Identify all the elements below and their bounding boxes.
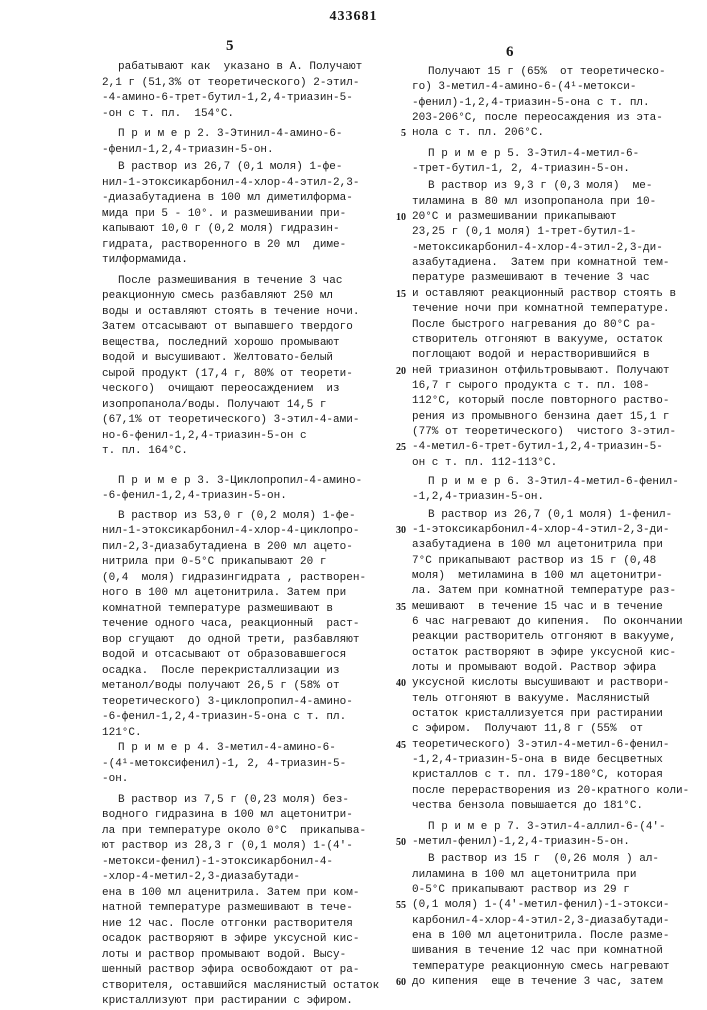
text-line [412,425,696,440]
text-line [102,917,382,933]
text-line [412,975,696,990]
text-line [102,91,382,107]
text-line [102,398,382,414]
line-text: Получают 15 г (65% от теоретическо- [428,66,666,78]
text-line [102,886,382,902]
right-text-column [412,65,696,990]
line-text: В раствор из 7,5 г (0,23 моля) без- [118,794,349,806]
line-text: теоретического) 3-циклопропил-4-амино- [102,696,353,708]
text-line [102,320,382,336]
text-line [412,676,696,691]
line-text: П р и м е р 6. 3-Этил-4-метил-6-фенил- [428,476,679,488]
text-line [102,994,382,1010]
line-text: лоты и раствор промывают водой. Высу- [102,949,346,961]
line-text: метанол/воды получают 26,5 г (58% от [102,680,340,692]
line-text: П р и м е р 4. 3-метил-4-амино-6- [118,742,336,754]
line-text: -фенил-1,2,4-триазин-5-он. [102,144,274,156]
text-line [102,948,382,964]
line-text: 20°С и размешивании прикапывают [412,211,617,223]
line-text: течение одного часа, реакционный раст- [102,618,359,630]
line-text: ют раствор из 28,3 г (0,1 моля) 1-(4'- [102,840,353,852]
text-line [412,410,696,425]
line-text: осадок растворяют в эфире уксусной кис- [102,933,359,945]
line-text: ена в 100 мл ацетонитрила. После разме- [412,930,669,942]
text-line [412,147,696,162]
line-text: В раствор из 26,7 (0,1 моля) 1-фенил- [428,509,672,521]
paragraph [102,793,382,1010]
line-text: капывают 10,0 г (0,2 моля) гидразин- [102,223,340,235]
text-line [102,679,382,695]
line-text: натной температуре размешивают в тече- [102,902,353,914]
line-text: азабутадиена в 100 мл ацетонитрила при [412,539,663,551]
line-text: кристаллизуют при растирании с эфиром. [102,995,353,1007]
text-line [102,870,382,886]
line-text: т. пл. 164°С. [102,445,188,457]
text-line [412,692,696,707]
line-text: он с т. пл. 112-113°С. [412,457,557,469]
line-text: поглощают водой и нерастворившийся в [412,349,650,361]
line-text: тель отгоняют в вакууме. Маслянистый [412,693,650,705]
text-line [412,287,696,302]
document-number: 433681 [0,9,707,25]
line-text: теоретического) 3-этил-4-метил-6-фенил- [412,739,669,751]
margin-line-number: 5 [388,126,406,141]
text-line [102,979,382,995]
line-text: ена в 100 мл аценитрила. Затем при ком- [102,887,359,899]
line-text: азабутадиена. Затем при комнатной тем- [412,257,669,269]
text-line [412,241,696,256]
margin-line-number: 30 [388,523,406,538]
text-line [412,898,696,913]
line-text: моля) метиламина в 100 мл ацетонитри- [412,570,663,582]
line-text: сырой продукт (17,4 г, 80% от теорети- [102,368,353,380]
text-line [102,571,382,587]
line-text: ного в 100 мл ацетонитрила. Затем при [102,587,346,599]
line-text: чества бензола повышается до 181°С. [412,800,643,812]
text-line [102,60,382,76]
text-line [102,160,382,176]
text-line [102,695,382,711]
text-line [102,633,382,649]
line-text: ней триазинон отфильтровывают. Получают [412,365,669,377]
text-line [102,489,382,505]
line-text: -диазабутадиена в 100 мл диметилформа- [102,192,353,204]
line-text: ческого) очищают переосаждением из [102,383,340,395]
line-text: комнатной температуре размешивают в [102,603,333,615]
text-line [102,222,382,238]
line-text: Затем отсасывают от выпавшего твердого [102,321,353,333]
paragraph [102,741,382,788]
text-line [412,768,696,783]
line-text: 203-206°С, после переосаждения из эта- [412,112,663,124]
text-line [412,630,696,645]
text-line [412,490,696,505]
text-line [412,584,696,599]
text-line [102,648,382,664]
text-line [412,379,696,394]
text-line [412,960,696,975]
line-text: -6-фенил-1,2,4-триазин-5-она с т. пл. [102,711,346,723]
text-line [102,824,382,840]
line-text: но-6-фенил-1,2,4-триазин-5-он с [102,430,307,442]
line-text: рения из промывного бензина дает 15,1 г [412,411,669,423]
text-line [102,289,382,305]
text-line [412,225,696,240]
text-line [412,195,696,210]
text-line [102,741,382,757]
line-text: нил-1-этоксикарбонил-4-хлор-4-этил-2,3- [102,177,359,189]
text-line [102,207,382,223]
page-number-right: 6 [506,44,514,61]
line-text: -он. [102,773,128,785]
line-text: (77% от теоретического) чистого 3-этил- [412,426,676,438]
text-line [412,799,696,814]
line-text: -1,2,4-триазин-5-она в виде бесцветных [412,754,663,766]
text-line [412,364,696,379]
line-text: 7°С прикапывают раствор из 15 г (0,48 [412,555,656,567]
line-text: 2,1 г (51,3% от теоретического) 2-этил- [102,77,359,89]
paragraph [102,127,382,158]
paragraph [412,65,696,142]
line-text: створителя, оставшийся маслянистый остаток [102,980,379,992]
line-text: пературе размешивают в течение 3 час [412,272,650,284]
line-text: -фенил)-1,2,4-триазин-5-она с т. пл. [412,97,650,109]
text-line [412,508,696,523]
text-line [102,932,382,948]
line-text: после перерастворения из 20-кратного коли- [412,785,689,797]
text-line [412,456,696,471]
text-line [412,615,696,630]
text-line [102,305,382,321]
text-line [102,127,382,143]
text-line [412,753,696,768]
paragraph [102,60,382,122]
text-line [102,540,382,556]
line-text: -он с т. пл. 154°С. [102,108,234,120]
text-line [412,162,696,177]
margin-line-number: 15 [388,287,406,302]
line-text: мида при 5 - 10°. и размешивании при- [102,208,346,220]
line-text: 16,7 г сырого продукта с т. пл. 108- [412,380,650,392]
text-line [412,523,696,538]
line-text: лиламина в 100 мл ацетонитрила при [412,869,636,881]
line-text: до кипения еще в течение 3 час, затем [412,976,663,988]
text-line [102,143,382,159]
line-text: -4-амино-6-трет-бутил-1,2,4-триазин-5- [102,92,353,104]
line-text: П р и м е р 3. 3-Циклопропил-4-амино- [118,475,362,487]
left-text-column [102,60,382,1010]
paragraph [412,475,696,506]
line-text: карбонил-4-хлор-4-этил-2,3-диазабутади- [412,915,669,927]
line-text: -1,2,4-триазин-5-он. [412,491,544,503]
text-line [102,509,382,525]
text-line [102,413,382,429]
line-text: В раствор из 9,3 г (0,3 моля) ме- [428,180,652,192]
text-line [412,210,696,225]
line-text: с эфиром. Получают 11,8 г (55% от [412,723,643,735]
line-text: -6-фенил-1,2,4-триазин-5-он. [102,490,287,502]
paragraph [102,509,382,742]
line-text: -трет-бутил-1, 2, 4-триазин-5-он. [412,163,630,175]
text-line [412,440,696,455]
line-text: (67,1% от теоретического) 3-этил-4-ами- [102,414,359,426]
text-line [102,839,382,855]
line-text: (0,4 моля) гидразингидрата , растворен- [102,572,366,584]
text-line [102,336,382,352]
text-line [102,901,382,917]
line-text: реакции растворитель отгоняют в вакууме, [412,631,676,643]
text-line [412,835,696,850]
text-line [102,176,382,192]
line-text: -метокси-фенил)-1-этоксикарбонил-4- [102,856,333,868]
line-text: уксусной кислоты высушивают и раствори- [412,677,669,689]
text-line [102,191,382,207]
margin-line-number: 45 [388,738,406,753]
text-line [412,707,696,722]
text-line [102,710,382,726]
margin-line-number: 60 [388,975,406,990]
text-line [412,661,696,676]
text-line [102,664,382,680]
text-line [412,96,696,111]
line-text: 23,25 г (0,1 моля) 1-трет-бутил-1- [412,226,636,238]
text-line [412,554,696,569]
text-line [412,179,696,194]
text-line [102,772,382,788]
text-line [102,808,382,824]
text-line [102,429,382,445]
text-line [102,963,382,979]
text-line [102,253,382,269]
text-line [412,538,696,553]
text-line [102,586,382,602]
line-text: (0,1 моля) 1-(4'-метил-фенил)-1-этокси- [412,899,669,911]
text-line [102,367,382,383]
paragraph [102,274,382,460]
text-line [412,126,696,141]
paragraph [412,820,696,851]
margin-line-number: 20 [388,364,406,379]
line-text: нитрила при 0-5°С прикапывают 20 г [102,556,326,568]
line-text: остаток растворяют в эфире уксусной кис- [412,647,676,659]
line-text: вещества, последний хорошо промывают [102,337,340,349]
line-text: шенный раствор эфира освобождают от ра- [102,964,359,976]
text-line [102,274,382,290]
line-text: 121°С. [102,727,142,739]
text-line [102,617,382,633]
line-text: мешивают в течение 15 час и в течение [412,601,663,613]
text-line [412,569,696,584]
text-line [102,855,382,871]
text-line [412,475,696,490]
margin-line-number: 10 [388,210,406,225]
margin-line-number: 25 [388,440,406,455]
text-line [412,883,696,898]
text-line [102,474,382,490]
text-line [412,318,696,333]
line-text: -хлор-4-метил-2,3-диазабутади- [102,871,300,883]
line-text: кристаллов с т. пл. 179-180°С, которая [412,769,663,781]
text-line [412,333,696,348]
text-line [412,646,696,661]
text-line [102,793,382,809]
line-text: П р и м е р 2. 3-Этинил-4-амино-6- [118,128,342,140]
margin-line-number: 40 [388,676,406,691]
text-line [412,722,696,737]
text-line [412,65,696,80]
line-text: вор сгущают до одной трети, разбавляют [102,634,359,646]
line-text: ла при температуре около 0°С прикапыва- [102,825,366,837]
line-text: В раствор из 15 г (0,26 моля ) ал- [428,853,659,865]
line-text: рабатывают как указано в А. Получают [118,61,362,73]
text-line [102,555,382,571]
text-line [412,868,696,883]
paragraph [102,474,382,505]
paragraph [412,179,696,471]
line-text: пил-2,3-диазабутадиена в 200 мл ацето- [102,541,353,553]
line-text: изопропанола/воды. Получают 14,5 г [102,399,326,411]
line-text: После размешивания в течение 3 час [118,275,342,287]
text-line [412,738,696,753]
text-line [102,382,382,398]
line-text: воды и оставляют стоять в течение ночи. [102,306,359,318]
line-text: остаток кристаллизуется при растирании [412,708,663,720]
paragraph [412,852,696,990]
text-line [102,524,382,540]
line-text: тилформамида. [102,254,188,266]
text-line [102,76,382,92]
text-line [412,394,696,409]
line-text: температуре реакционную смесь нагревают [412,961,669,973]
page-number-left: 5 [226,38,234,55]
line-text: водного гидразина в 100 мл ацетонитри- [102,809,353,821]
line-text: водой и высушивают. Желтовато-белый [102,352,333,364]
line-text: лоты и промывают водой. Раствор эфира [412,662,656,674]
line-text: нола с т. пл. 206°С. [412,127,544,139]
line-text: нил-1-этоксикарбонил-4-хлор-4-циклопро- [102,525,359,537]
text-line [412,600,696,615]
line-text: течение ночи при комнатной температуре. [412,303,669,315]
line-text: шивания в течение 12 час при комнатной [412,945,663,957]
line-text: створитель отгоняют в вакууме, остаток [412,334,663,346]
text-line [412,914,696,929]
line-text: -(4¹-метоксифенил)-1, 2, 4-триазин-5- [102,758,346,770]
text-line [412,111,696,126]
line-text: 112°С, который после повторного раство- [412,395,669,407]
text-line [412,784,696,799]
line-text: го) 3-метил-4-амино-6-(4¹-метокси- [412,81,636,93]
text-line [412,852,696,867]
text-line [102,444,382,460]
paragraph [102,160,382,269]
line-text: В раствор из 26,7 (0,1 моля) 1-фе- [118,161,342,173]
paragraph [412,508,696,815]
text-line [102,351,382,367]
line-text: П р и м е р 5. 3-Этил-4-метил-6- [428,148,639,160]
text-line [102,757,382,773]
line-text: реакционную смесь разбавляют 250 мл [102,290,333,302]
text-line [102,238,382,254]
line-text: П р и м е р 7. 3-этил-4-аллил-6-(4'- [428,821,666,833]
text-line [102,726,382,742]
margin-line-number: 55 [388,898,406,913]
line-text: гидрата, растворенного в 20 мл диме- [102,239,346,251]
line-text: -метоксикарбонил-4-хлор-4-этил-2,3-ди- [412,242,663,254]
text-line [102,602,382,618]
text-line [412,271,696,286]
line-text: ла. Затем при комнатной температуре раз- [412,585,676,597]
text-line [412,820,696,835]
line-text: ние 12 час. После отгонки растворителя [102,918,353,930]
margin-line-number: 35 [388,600,406,615]
line-text: и оставляют реакционный раствор стоять в [412,288,676,300]
margin-line-number: 50 [388,835,406,850]
text-line [412,80,696,95]
line-text: 0-5°С прикапывают раствор из 29 г [412,884,630,896]
text-line [412,302,696,317]
line-text: -1-этоксикарбонил-4-хлор-4-этил-2,3-ди- [412,524,669,536]
line-text: -4-метил-6-трет-бутил-1,2,4-триазин-5- [412,441,663,453]
text-line [102,107,382,123]
line-text: 6 час нагревают до кипения. По окончании [412,616,683,628]
line-text: -метил-фенил)-1,2,4-триазин-5-он. [412,836,630,848]
text-line [412,929,696,944]
line-text: тиламина в 80 мл изопропанола при 10- [412,196,656,208]
text-line [412,256,696,271]
text-line [412,348,696,363]
line-text: После быстрого нагревания до 80°С ра- [412,319,656,331]
line-text: осадка. После перекристаллизации из [102,665,340,677]
paragraph [412,147,696,178]
line-text: В раствор из 53,0 г (0,2 моля) 1-фе- [118,510,356,522]
text-line [412,944,696,959]
line-text: водой и отсасывают от образовавшегося [102,649,346,661]
